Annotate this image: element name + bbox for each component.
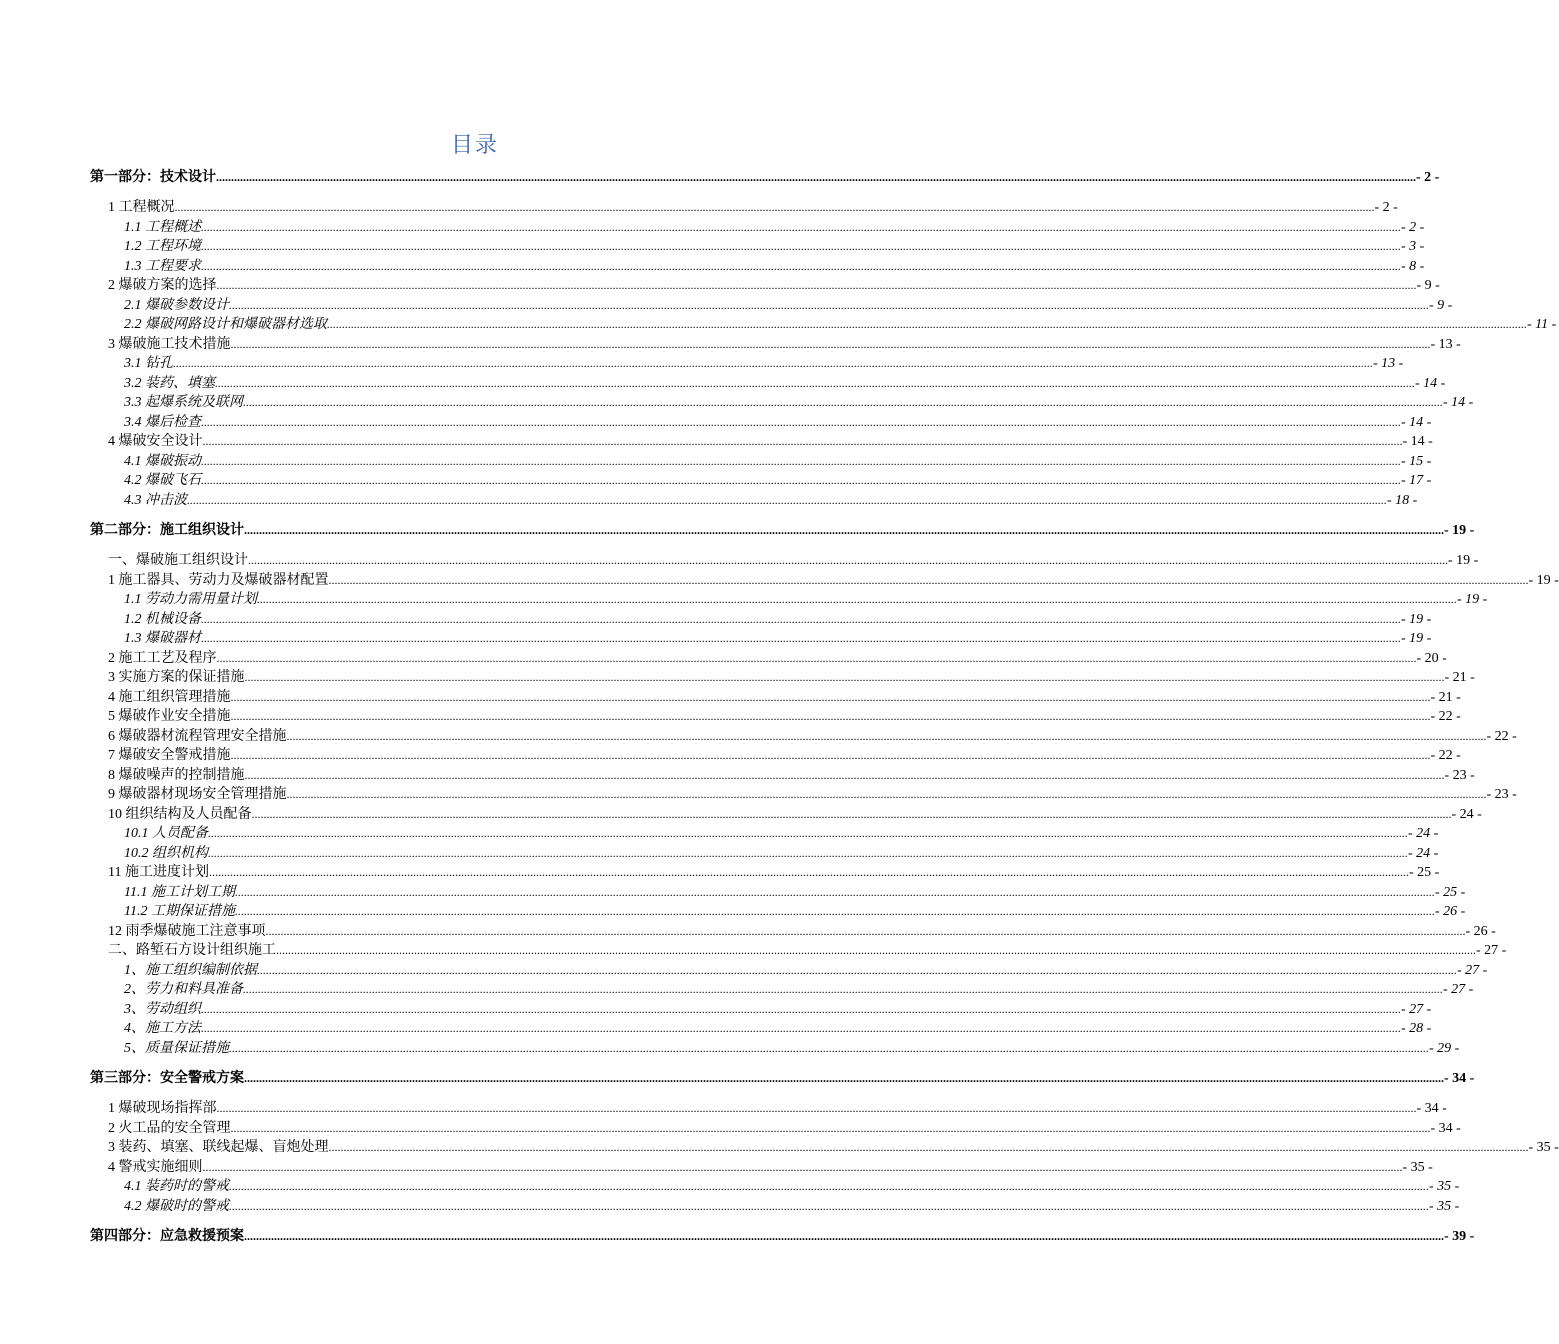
toc-entry-label: 4.2 爆破时的警戒 — [124, 1198, 229, 1214]
toc-leader-dots: ................................................................................................................................................................................................................................................................................................................................................................................................................ — [201, 258, 1401, 273]
toc-entry-page-number: - 25 - — [1408, 865, 1440, 880]
toc-entry-page-number: - 2 - — [1416, 170, 1440, 185]
toc-entry[interactable] — [90, 1197, 1460, 1217]
toc-entry-label: 3 实施方案的保证措施 — [108, 670, 245, 685]
toc-leader-dots: ................................................................................................................................................................................................................................................................................................................................................................................................................ — [244, 767, 1445, 782]
toc-leader-dots: ................................................................................................................................................................................................................................................................................................................................................................................................................ — [201, 1021, 1401, 1035]
toc-entry-page-number: - 35 - — [1402, 1159, 1433, 1175]
toc-leader-dots: ................................................................................................................................................................................................................................................................................................................................................................................................................ — [328, 1140, 1529, 1154]
toc-entry-page-number: - 27 - — [1401, 1001, 1432, 1017]
toc-entry-label: 第四部分：应急救援预案 — [90, 1229, 244, 1244]
toc-entry-page-number: - 19 - — [1457, 592, 1488, 607]
toc-entry[interactable] — [90, 276, 1440, 296]
toc-entry-label: 2、劳力和料具准备 — [124, 982, 243, 997]
toc-entry[interactable] — [90, 237, 1425, 257]
toc-leader-dots: ................................................................................................................................................................................................................................................................................................................................................................................................................ — [208, 845, 1408, 860]
toc-entry-page-number: - 25 - — [1434, 884, 1466, 900]
toc-entry-page-number: - 3 - — [1401, 239, 1425, 254]
toc-entry-page-number: - 21 - — [1444, 670, 1475, 685]
toc-leader-dots: ................................................................................................................................................................................................................................................................................................................................................................................................................ — [230, 689, 1431, 704]
toc-leader-dots: ................................................................................................................................................................................................................................................................................................................................................................................................................ — [230, 709, 1431, 723]
toc-entry-label: 2 施工工艺及程序 — [108, 650, 217, 666]
toc-entry-page-number: - 19 - — [1401, 631, 1432, 646]
toc-entry-page-number: - 22 - — [1430, 709, 1461, 724]
toc-entry-label: 二、路堑石方设计组织施工 — [108, 943, 276, 958]
toc-entry-page-number: - 23 - — [1444, 767, 1475, 783]
toc-entry-page-number: - 19 - — [1448, 553, 1479, 568]
toc-entry-label: 11 施工进度计划 — [108, 865, 209, 880]
toc-entry-label: 第一部分：技术设计 — [90, 170, 216, 185]
toc-entry[interactable] — [90, 1227, 1475, 1246]
toc-entry-label: 2 火工品的安全管理 — [108, 1120, 231, 1136]
toc-entry-label: 1 施工器具、劳动力及爆破器材配置 — [108, 572, 329, 588]
toc-entry[interactable] — [90, 766, 1475, 786]
toc-entry[interactable] — [90, 649, 1447, 669]
toc-entry-label: 10.2 组织机构 — [124, 845, 208, 861]
toc-leader-dots: ................................................................................................................................................................................................................................................................................................................................................................................................................ — [286, 728, 1487, 743]
toc-entry-label: 3.1 钻孔 — [124, 356, 173, 371]
toc-leader-dots: ................................................................................................................................................................................................................................................................................................................................................................................................................ — [229, 1179, 1429, 1193]
toc-entry-page-number: - 13 - — [1373, 356, 1404, 371]
toc-leader-dots: ................................................................................................................................................................................................................................................................................................................................................................................................................ — [234, 884, 1435, 899]
toc-leader-dots: ................................................................................................................................................................................................................................................................................................................................................................................................................ — [229, 1040, 1429, 1055]
toc-leader-dots: ................................................................................................................................................................................................................................................................................................................................................................................................................ — [201, 219, 1401, 234]
toc-leader-dots: ................................................................................................................................................................................................................................................................................................................................................................................................................ — [216, 1101, 1417, 1115]
toc-leader-dots: ................................................................................................................................................................................................................................................................................................................................................................................................................ — [202, 1159, 1403, 1174]
toc-entry[interactable] — [90, 571, 1559, 591]
page-title: 目录 — [450, 132, 499, 157]
toc-entry-label: 4.2 爆破飞石 — [124, 473, 201, 488]
toc-leader-dots: ................................................................................................................................................................................................................................................................................................................................................................................................................ — [201, 631, 1401, 645]
toc-entry-label: 1.2 机械设备 — [124, 611, 201, 627]
toc-leader-dots: ................................................................................................................................................................................................................................................................................................................................................................................................................ — [216, 278, 1417, 292]
toc-entry-label: 1.3 爆破器材 — [124, 631, 201, 646]
toc-entry-label: 1.2 工程环境 — [124, 239, 201, 254]
toc-entry-label: 4.3 冲击波 — [124, 492, 187, 508]
toc-entry-page-number: - 14 - — [1401, 414, 1432, 430]
toc-entry-label: 3 爆破施工技术措施 — [108, 336, 231, 352]
toc-entry[interactable] — [90, 961, 1488, 981]
toc-entry-page-number: - 13 - — [1430, 336, 1461, 352]
toc-entry[interactable] — [90, 844, 1439, 864]
toc-entry-label: 8 爆破噪声的控制措施 — [108, 767, 245, 783]
toc-entry-label: 3.3 起爆系统及联网 — [124, 395, 243, 410]
toc-entry[interactable] — [90, 1039, 1460, 1059]
toc-entry-label: 4 警戒实施细则 — [108, 1159, 203, 1175]
toc-entry[interactable] — [90, 902, 1466, 922]
toc-entry[interactable] — [90, 491, 1418, 511]
toc-leader-dots: ................................................................................................................................................................................................................................................................................................................................................................................................................ — [244, 1071, 1444, 1085]
toc-entry[interactable] — [90, 727, 1517, 747]
toc-entry-page-number: - 15 - — [1401, 453, 1432, 469]
toc-leader-dots: ................................................................................................................................................................................................................................................................................................................................................................................................................ — [208, 826, 1408, 840]
toc-entry-page-number: - 9 - — [1416, 278, 1440, 293]
toc-leader-dots: ................................................................................................................................................................................................................................................................................................................................................................................................................ — [328, 572, 1529, 587]
toc-entry[interactable] — [90, 432, 1433, 452]
toc-entry[interactable] — [90, 393, 1474, 413]
toc-leader-dots: ................................................................................................................................................................................................................................................................................................................................................................................................................ — [173, 356, 1373, 370]
toc-entry-label: 4.1 爆破振动 — [124, 453, 201, 469]
toc-entry[interactable] — [90, 707, 1461, 727]
toc-entry-label: 9 爆破器材现场安全管理措施 — [108, 787, 287, 802]
toc-entry-label: 6 爆破器材流程管理安全措施 — [108, 728, 287, 744]
toc-entry-label: 5、质量保证措施 — [124, 1040, 229, 1056]
toc-entry-page-number: - 24 - — [1451, 806, 1482, 822]
toc-leader-dots: ................................................................................................................................................................................................................................................................................................................................................................................................................ — [244, 670, 1445, 684]
toc-leader-dots: ................................................................................................................................................................................................................................................................................................................................................................................................................ — [234, 904, 1435, 918]
toc-entry-page-number: - 11 - — [1527, 317, 1557, 332]
toc-entry[interactable] — [90, 785, 1517, 805]
toc-entry-label: 10 组织结构及人员配备 — [108, 806, 252, 822]
toc-entry[interactable] — [90, 590, 1488, 610]
toc-entry[interactable] — [90, 296, 1453, 316]
toc-entry-page-number: - 19 - — [1401, 611, 1432, 627]
toc-leader-dots: ................................................................................................................................................................................................................................................................................................................................................................................................................ — [230, 748, 1431, 762]
toc-entry-page-number: - 2 - — [1374, 200, 1398, 215]
toc-entry[interactable] — [90, 413, 1432, 433]
toc-entry-label: 3.4 爆后检查 — [124, 414, 201, 430]
toc-leader-dots: ................................................................................................................................................................................................................................................................................................................................................................................................................ — [201, 239, 1401, 253]
toc-entry[interactable] — [90, 863, 1440, 883]
toc-entry-label: 1.3 工程要求 — [124, 258, 201, 274]
toc-entry-page-number: - 19 - — [1444, 523, 1475, 538]
toc-entry-label: 12 雨季爆破施工注意事项 — [108, 923, 266, 939]
toc-entry[interactable] — [90, 668, 1475, 688]
toc-entry[interactable] — [90, 610, 1432, 630]
toc-entry-page-number: - 14 - — [1415, 375, 1446, 391]
toc-entry[interactable] — [90, 374, 1446, 394]
toc-leader-dots: ................................................................................................................................................................................................................................................................................................................................................................................................................ — [243, 982, 1443, 996]
toc-leader-dots: ................................................................................................................................................................................................................................................................................................................................................................................................................ — [229, 1198, 1429, 1213]
table-of-contents — [90, 168, 1559, 1246]
toc-entry[interactable] — [90, 315, 1557, 335]
toc-entry-label: 4.1 装药时的警戒 — [124, 1179, 229, 1194]
toc-entry-page-number: - 9 - — [1429, 297, 1453, 313]
toc-entry-page-number: - 35 - — [1429, 1179, 1460, 1194]
toc-entry-label: 3 装药、填塞、联线起爆、盲炮处理 — [108, 1140, 329, 1155]
toc-leader-dots: ................................................................................................................................................................................................................................................................................................................................................................................................................ — [230, 336, 1431, 351]
toc-entry-label: 2 爆破方案的选择 — [108, 278, 217, 293]
toc-entry-label: 11.2 工期保证措施 — [124, 904, 235, 919]
toc-entry[interactable] — [90, 1069, 1475, 1088]
toc-entry-page-number: - 34 - — [1416, 1101, 1447, 1116]
toc-entry-page-number: - 34 - — [1444, 1071, 1475, 1086]
toc-entry[interactable] — [90, 941, 1507, 961]
toc-entry[interactable] — [90, 1177, 1460, 1197]
toc-entry-page-number: - 22 - — [1430, 748, 1461, 763]
toc-leader-dots: ................................................................................................................................................................................................................................................................................................................................................................................................................ — [216, 650, 1417, 665]
toc-entry-page-number: - 23 - — [1486, 787, 1517, 802]
toc-entry-page-number: - 29 - — [1429, 1040, 1460, 1056]
toc-entry-page-number: - 35 - — [1528, 1140, 1559, 1155]
toc-entry[interactable] — [90, 1000, 1432, 1020]
toc-entry[interactable] — [90, 1119, 1461, 1139]
toc-entry-label: 3.2 装药、填塞 — [124, 375, 215, 391]
toc-entry-page-number: - 27 - — [1443, 982, 1474, 997]
toc-leader-dots: ................................................................................................................................................................................................................................................................................................................................................................................................................ — [248, 553, 1448, 567]
toc-entry-label: 10.1 人员配备 — [124, 826, 208, 841]
toc-entry[interactable] — [90, 922, 1496, 942]
toc-entry[interactable] — [90, 521, 1475, 540]
toc-entry-page-number: - 35 - — [1429, 1198, 1460, 1214]
toc-leader-dots: ................................................................................................................................................................................................................................................................................................................................................................................................................ — [257, 962, 1457, 977]
toc-entry[interactable] — [90, 883, 1466, 903]
toc-entry-label: 4 施工组织管理措施 — [108, 689, 231, 705]
toc-leader-dots: ................................................................................................................................................................................................................................................................................................................................................................................................................ — [244, 1229, 1444, 1243]
toc-entry-page-number: - 19 - — [1528, 572, 1559, 588]
toc-entry[interactable] — [90, 354, 1404, 374]
toc-entry-page-number: - 24 - — [1408, 845, 1439, 861]
toc-entry-page-number: - 17 - — [1401, 473, 1432, 488]
toc-leader-dots: ................................................................................................................................................................................................................................................................................................................................................................................................................ — [201, 1001, 1401, 1016]
toc-entry[interactable] — [90, 1158, 1433, 1178]
toc-entry[interactable] — [90, 257, 1425, 277]
toc-entry-page-number: - 8 - — [1401, 258, 1425, 274]
toc-entry-page-number: - 14 - — [1443, 395, 1474, 410]
toc-entry-label: 5 爆破作业安全措施 — [108, 709, 231, 724]
toc-entry-label: 1 工程概况 — [108, 200, 175, 215]
toc-entry-page-number: - 21 - — [1430, 689, 1461, 705]
toc-entry-label: 4 爆破安全设计 — [108, 434, 203, 449]
toc-leader-dots: ................................................................................................................................................................................................................................................................................................................................................................................................................ — [230, 1120, 1431, 1135]
toc-entry-label: 1、施工组织编制依据 — [124, 962, 257, 978]
toc-leader-dots: ................................................................................................................................................................................................................................................................................................................................................................................................................ — [208, 865, 1409, 879]
toc-entry[interactable] — [90, 551, 1479, 571]
toc-entry[interactable] — [90, 335, 1461, 355]
toc-leader-dots: ................................................................................................................................................................................................................................................................................................................................................................................................................ — [286, 787, 1487, 801]
toc-entry[interactable] — [90, 198, 1398, 218]
toc-entry-label: 4、施工方法 — [124, 1021, 201, 1036]
toc-entry[interactable] — [90, 471, 1432, 491]
toc-leader-dots: ................................................................................................................................................................................................................................................................................................................................................................................................................ — [201, 611, 1401, 626]
toc-entry-page-number: - 20 - — [1416, 650, 1447, 666]
toc-leader-dots: ................................................................................................................................................................................................................................................................................................................................................................................................................ — [215, 375, 1415, 390]
toc-entry-label: 1.1 劳动力需用量计划 — [124, 592, 257, 607]
toc-entry[interactable] — [90, 168, 1440, 187]
toc-entry-page-number: - 26 - — [1434, 904, 1466, 919]
toc-entry-label: 第二部分：施工组织设计 — [90, 523, 244, 538]
toc-leader-dots: ................................................................................................................................................................................................................................................................................................................................................................................................................ — [201, 473, 1401, 487]
toc-entry-page-number: - 14 - — [1402, 434, 1433, 449]
toc-leader-dots: ................................................................................................................................................................................................................................................................................................................................................................................................................ — [216, 170, 1416, 184]
toc-entry[interactable] — [90, 824, 1439, 844]
toc-entry[interactable] — [90, 980, 1474, 1000]
toc-entry-label: 第三部分：安全警戒方案 — [90, 1071, 244, 1086]
toc-entry[interactable] — [90, 688, 1461, 708]
toc-leader-dots: ................................................................................................................................................................................................................................................................................................................................................................................................................ — [201, 453, 1401, 468]
toc-entry-label: 7 爆破安全警戒措施 — [108, 748, 231, 763]
toc-leader-dots: ................................................................................................................................................................................................................................................................................................................................................................................................................ — [174, 200, 1375, 214]
toc-leader-dots: ................................................................................................................................................................................................................................................................................................................................................................................................................ — [327, 317, 1527, 331]
toc-entry-label: 2.2 爆破网路设计和爆破器材选取 — [124, 317, 327, 332]
toc-entry[interactable] — [90, 805, 1482, 825]
toc-entry-page-number: - 2 - — [1401, 219, 1425, 235]
toc-entry-label: 1.1 工程概述 — [124, 219, 201, 235]
toc-entry-label: 1 爆破现场指挥部 — [108, 1101, 217, 1116]
toc-entry-label: 2.1 爆破参数设计 — [124, 297, 229, 313]
toc-entry[interactable] — [90, 1019, 1432, 1039]
toc-leader-dots: ................................................................................................................................................................................................................................................................................................................................................................................................................ — [244, 523, 1444, 537]
toc-entry-page-number: - 24 - — [1408, 826, 1439, 841]
toc-leader-dots: ................................................................................................................................................................................................................................................................................................................................................................................................................ — [257, 592, 1457, 606]
toc-entry[interactable] — [90, 452, 1432, 472]
toc-entry[interactable] — [90, 746, 1461, 766]
toc-leader-dots: ................................................................................................................................................................................................................................................................................................................................................................................................................ — [243, 395, 1443, 409]
toc-leader-dots: ................................................................................................................................................................................................................................................................................................................................................................................................................ — [251, 806, 1452, 821]
toc-leader-dots: ................................................................................................................................................................................................................................................................................................................................................................................................................ — [229, 297, 1429, 312]
toc-entry-label: 11.1 施工计划工期 — [124, 884, 235, 900]
toc-entry[interactable] — [90, 218, 1425, 238]
toc-leader-dots: ................................................................................................................................................................................................................................................................................................................................................................................................................ — [265, 923, 1466, 938]
toc-entry-page-number: - 28 - — [1401, 1021, 1432, 1036]
toc-entry[interactable] — [90, 1099, 1447, 1119]
toc-leader-dots: ................................................................................................................................................................................................................................................................................................................................................................................................................ — [201, 414, 1401, 429]
toc-entry-page-number: - 34 - — [1430, 1120, 1461, 1136]
toc-entry-label: 一、爆破施工组织设计 — [108, 553, 248, 568]
toc-entry[interactable] — [90, 1138, 1559, 1158]
toc-entry-page-number: - 22 - — [1486, 728, 1517, 744]
toc-leader-dots: ................................................................................................................................................................................................................................................................................................................................................................................................................ — [276, 943, 1476, 957]
toc-entry-page-number: - 39 - — [1444, 1229, 1475, 1244]
toc-entry[interactable] — [90, 629, 1432, 649]
toc-entry-page-number: - 18 - — [1387, 492, 1418, 508]
toc-leader-dots: ................................................................................................................................................................................................................................................................................................................................................................................................................ — [187, 492, 1387, 507]
toc-entry-page-number: - 27 - — [1457, 962, 1488, 978]
toc-entry-page-number: - 26 - — [1465, 923, 1496, 939]
toc-leader-dots: ................................................................................................................................................................................................................................................................................................................................................................................................................ — [202, 434, 1403, 448]
toc-entry-label: 3、劳动组织 — [124, 1001, 201, 1017]
toc-entry-page-number: - 27 - — [1476, 943, 1507, 958]
